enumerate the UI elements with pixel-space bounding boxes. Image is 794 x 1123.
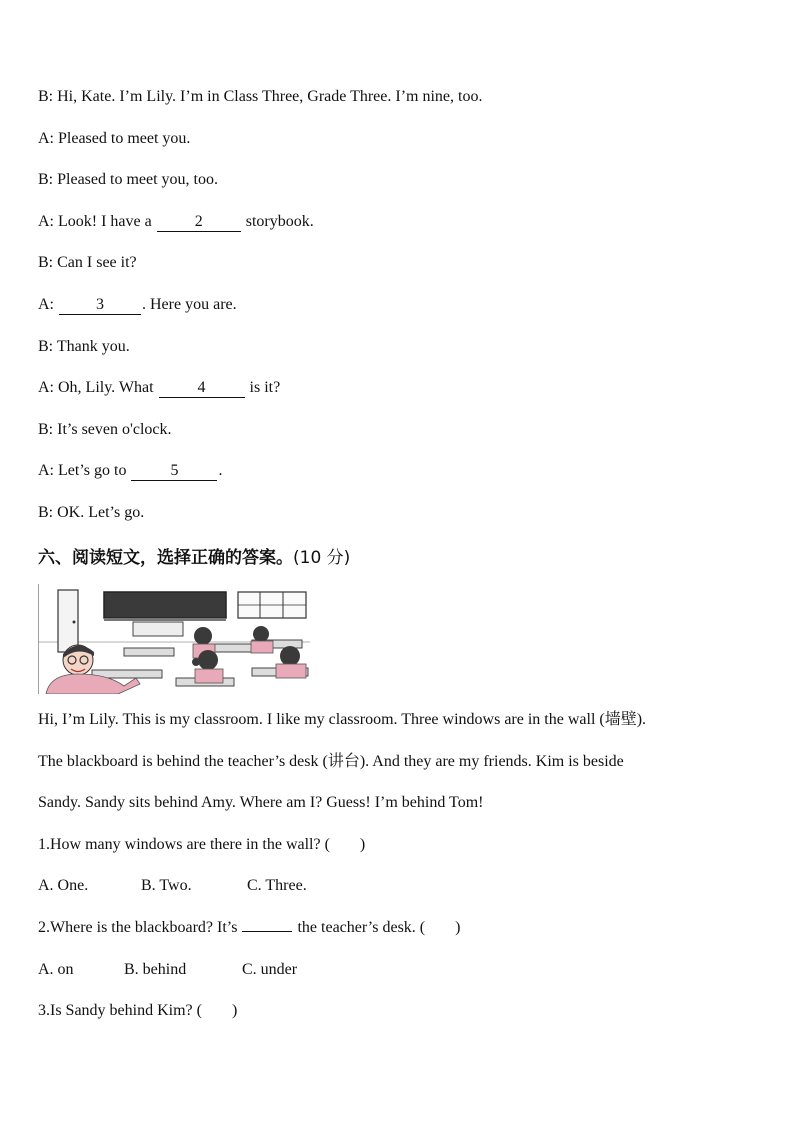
- dialogue-line-10: [38, 461, 222, 481]
- section-6-title: 六、阅读短文，选择正确的答案。: [38, 548, 293, 568]
- dialogue-line-1: B: Hi, Kate. I’m Lily. I’m in Class Three, Grade Three. I’m nine, too.: [38, 88, 483, 105]
- q1-option-a[interactable]: A. One.: [38, 877, 89, 894]
- dialogue-line-4: [38, 212, 314, 232]
- dialogue-line-8-prefix: A: Oh, Lily. What: [38, 379, 158, 396]
- answer-blank-4[interactable]: 4: [159, 379, 245, 398]
- question-1-close: ): [359, 836, 366, 853]
- question-2-prefix: 2.Where is the blackboard? It’s: [38, 919, 242, 936]
- answer-blank-2[interactable]: 2: [157, 213, 241, 232]
- dialogue-line-4-suffix: storybook.: [241, 213, 314, 230]
- section-6-score: (10 分): [293, 548, 351, 568]
- dialogue-line-9: B: It’s seven o'clock.: [38, 421, 172, 438]
- dialogue-line-11: B: OK. Let’s go.: [38, 504, 145, 521]
- question-3-text: 3.Is Sandy behind Kim? (: [38, 1002, 202, 1019]
- question-1-options: [38, 876, 307, 896]
- question-2: [38, 918, 460, 938]
- section-6-heading: [38, 543, 350, 568]
- dialogue-line-6-prefix: A:: [38, 296, 58, 313]
- q1-option-b[interactable]: B. Two.: [141, 877, 192, 894]
- student-girl-right: [280, 646, 300, 666]
- dialogue-line-8-suffix: is it?: [245, 379, 281, 396]
- question-1-text: 1.How many windows are there in the wall? (: [38, 836, 330, 853]
- blackboard: [104, 592, 226, 618]
- student-boy-back: [253, 626, 269, 642]
- dialogue-line-10-suffix: .: [218, 462, 223, 479]
- passage-line-2: The blackboard is behind the teacher’s desk (讲台). And they are my friends. Kim is beside: [38, 753, 624, 770]
- dialogue-line-4-prefix: A: Look! I have a: [38, 213, 156, 230]
- answer-blank-5[interactable]: 5: [131, 462, 217, 481]
- question-2-blank[interactable]: [242, 931, 292, 932]
- question-2-options: [38, 960, 297, 980]
- windows: [238, 592, 306, 618]
- teacher-desk: [133, 622, 183, 636]
- q1-option-c[interactable]: C. Three.: [247, 877, 307, 894]
- answer-blank-3[interactable]: 3: [59, 296, 141, 315]
- dialogue-line-7: B: Thank you.: [38, 338, 130, 355]
- student-girl-back: [194, 627, 212, 645]
- question-2-close: ): [455, 919, 461, 936]
- passage-line-3: Sandy. Sandy sits behind Amy. Where am I? Guess! I’m behind Tom!: [38, 794, 484, 811]
- dialogue-line-6-suffix: . Here you are.: [142, 296, 237, 313]
- dialogue-line-6: [38, 295, 237, 315]
- dialogue-line-5: B: Can I see it?: [38, 254, 137, 271]
- passage-line-1: Hi, I’m Lily. This is my classroom. I like my classroom. Three windows are in the wall (墙壁).: [38, 711, 647, 728]
- q2-option-c[interactable]: C. under: [242, 961, 298, 978]
- question-3-close: ): [231, 1002, 238, 1019]
- dialogue-line-3: B: Pleased to meet you, too.: [38, 171, 218, 188]
- question-2-suffix: the teacher’s desk. (: [293, 919, 426, 936]
- dialogue-line-2: A: Pleased to meet you.: [38, 130, 191, 147]
- dialogue-line-10-prefix: A: Let’s go to: [38, 462, 131, 479]
- classroom-illustration: [38, 582, 310, 694]
- question-3: [38, 1001, 237, 1021]
- q2-option-a[interactable]: A. on: [38, 961, 74, 978]
- student-girl-front: [198, 650, 218, 670]
- q2-option-b[interactable]: B. behind: [124, 961, 187, 978]
- dialogue-line-8: [38, 378, 280, 398]
- question-1: [38, 835, 365, 855]
